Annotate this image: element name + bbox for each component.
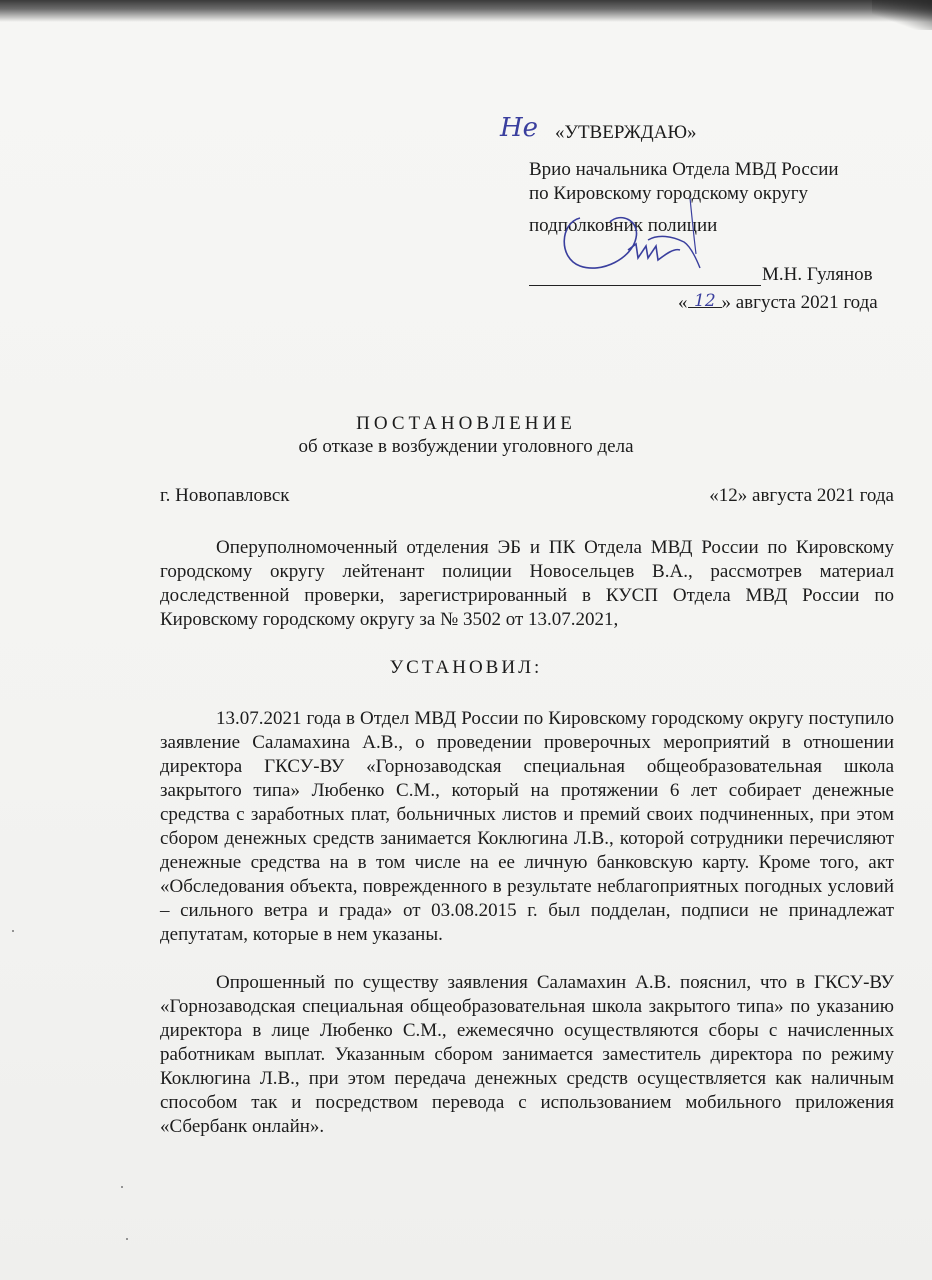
date-rest: » августа 2021 года (721, 292, 878, 313)
approval-title: «УТВЕРЖДАЮ» (555, 122, 697, 143)
paragraph-statement: 13.07.2021 года в Отдел МВД России по Кировскому городскому округу поступило заявление Саламахина А.В., о проведении проверочных мероприятий в отношении директора ГКСУ-ВУ «Горнозаводская специальная общеобразовательная школа закрытого типа» Любенко С.М., который на протяжении 6 лет собирает денежные средства с заработных плат, больничных листов и премий своих подчиненных, при этом сбором денежных средств занимается Коклюгина Л.В., которой сотрудники перечисляют денежные средства на в том числе на ее личную банковскую карту. Кроме того, акт «Обследования объекта, поврежденного в результате неблагоприятных погодных условий – сильного ветра и града» от 03.08.2015 г. был подделан, подписи не принадлежат депутатам, которые в нем указаны. (160, 708, 894, 945)
scan-speck (12, 930, 14, 932)
section-heading-established: УСТАНОВИЛ: (389, 657, 543, 678)
approver-rank: подполковник полиции (529, 215, 718, 236)
document-place: г. Новопавловск (160, 485, 290, 506)
document-date: «12» августа 2021 года (709, 485, 894, 506)
date-open-quote: « (678, 292, 688, 313)
handwritten-resolution-mark (496, 108, 554, 146)
intro-paragraph: Оперуполномоченный отделения ЭБ и ПК Отдела МВД России по Кировскому городскому округу лейтенант полиции Новосельцев В.А., рассмотрев материал доследственной проверки, зарегистрированный в КУСП Отдела МВД России по Кировскому городскому округу за № 3502 от 13.07.2021, (160, 537, 894, 630)
document-title: ПОСТАНОВЛЕНИЕ (356, 413, 576, 434)
scan-speck (121, 1186, 123, 1188)
svg-text:Не: Не (500, 113, 539, 143)
date-day-handwritten: 12 (693, 291, 716, 309)
approval-date (678, 291, 878, 314)
approver-position-line-2: по Кировскому городскому округу (529, 183, 809, 204)
signature-line (529, 285, 761, 286)
approver-name: М.Н. Гулянов (762, 264, 873, 285)
scan-speck (126, 1238, 128, 1240)
scan-top-edge (0, 0, 932, 22)
paragraph-interview: Опрошенный по существу заявления Саламахин А.В. пояснил, что в ГКСУ-ВУ «Горнозаводская специальная общеобразовательная школа закрытого типа» по указанию директора в лице Любенко С.М., ежемесячно осуществляются сборы с начисленных работникам выплат. Указанным сбором занимается заместитель директора по режиму Коклюгина Л.В., при этом передача денежных средств осуществляется как наличным способом так и посредством перевода с использованием мобильного приложения «Сбербанк онлайн». (160, 972, 894, 1137)
approver-position-line-1: Врио начальника Отдела МВД России (529, 159, 839, 180)
date-day-blank (688, 291, 722, 308)
scan-corner-shadow (872, 0, 932, 30)
document-subtitle: об отказе в возбуждении уголовного дела (298, 436, 634, 457)
